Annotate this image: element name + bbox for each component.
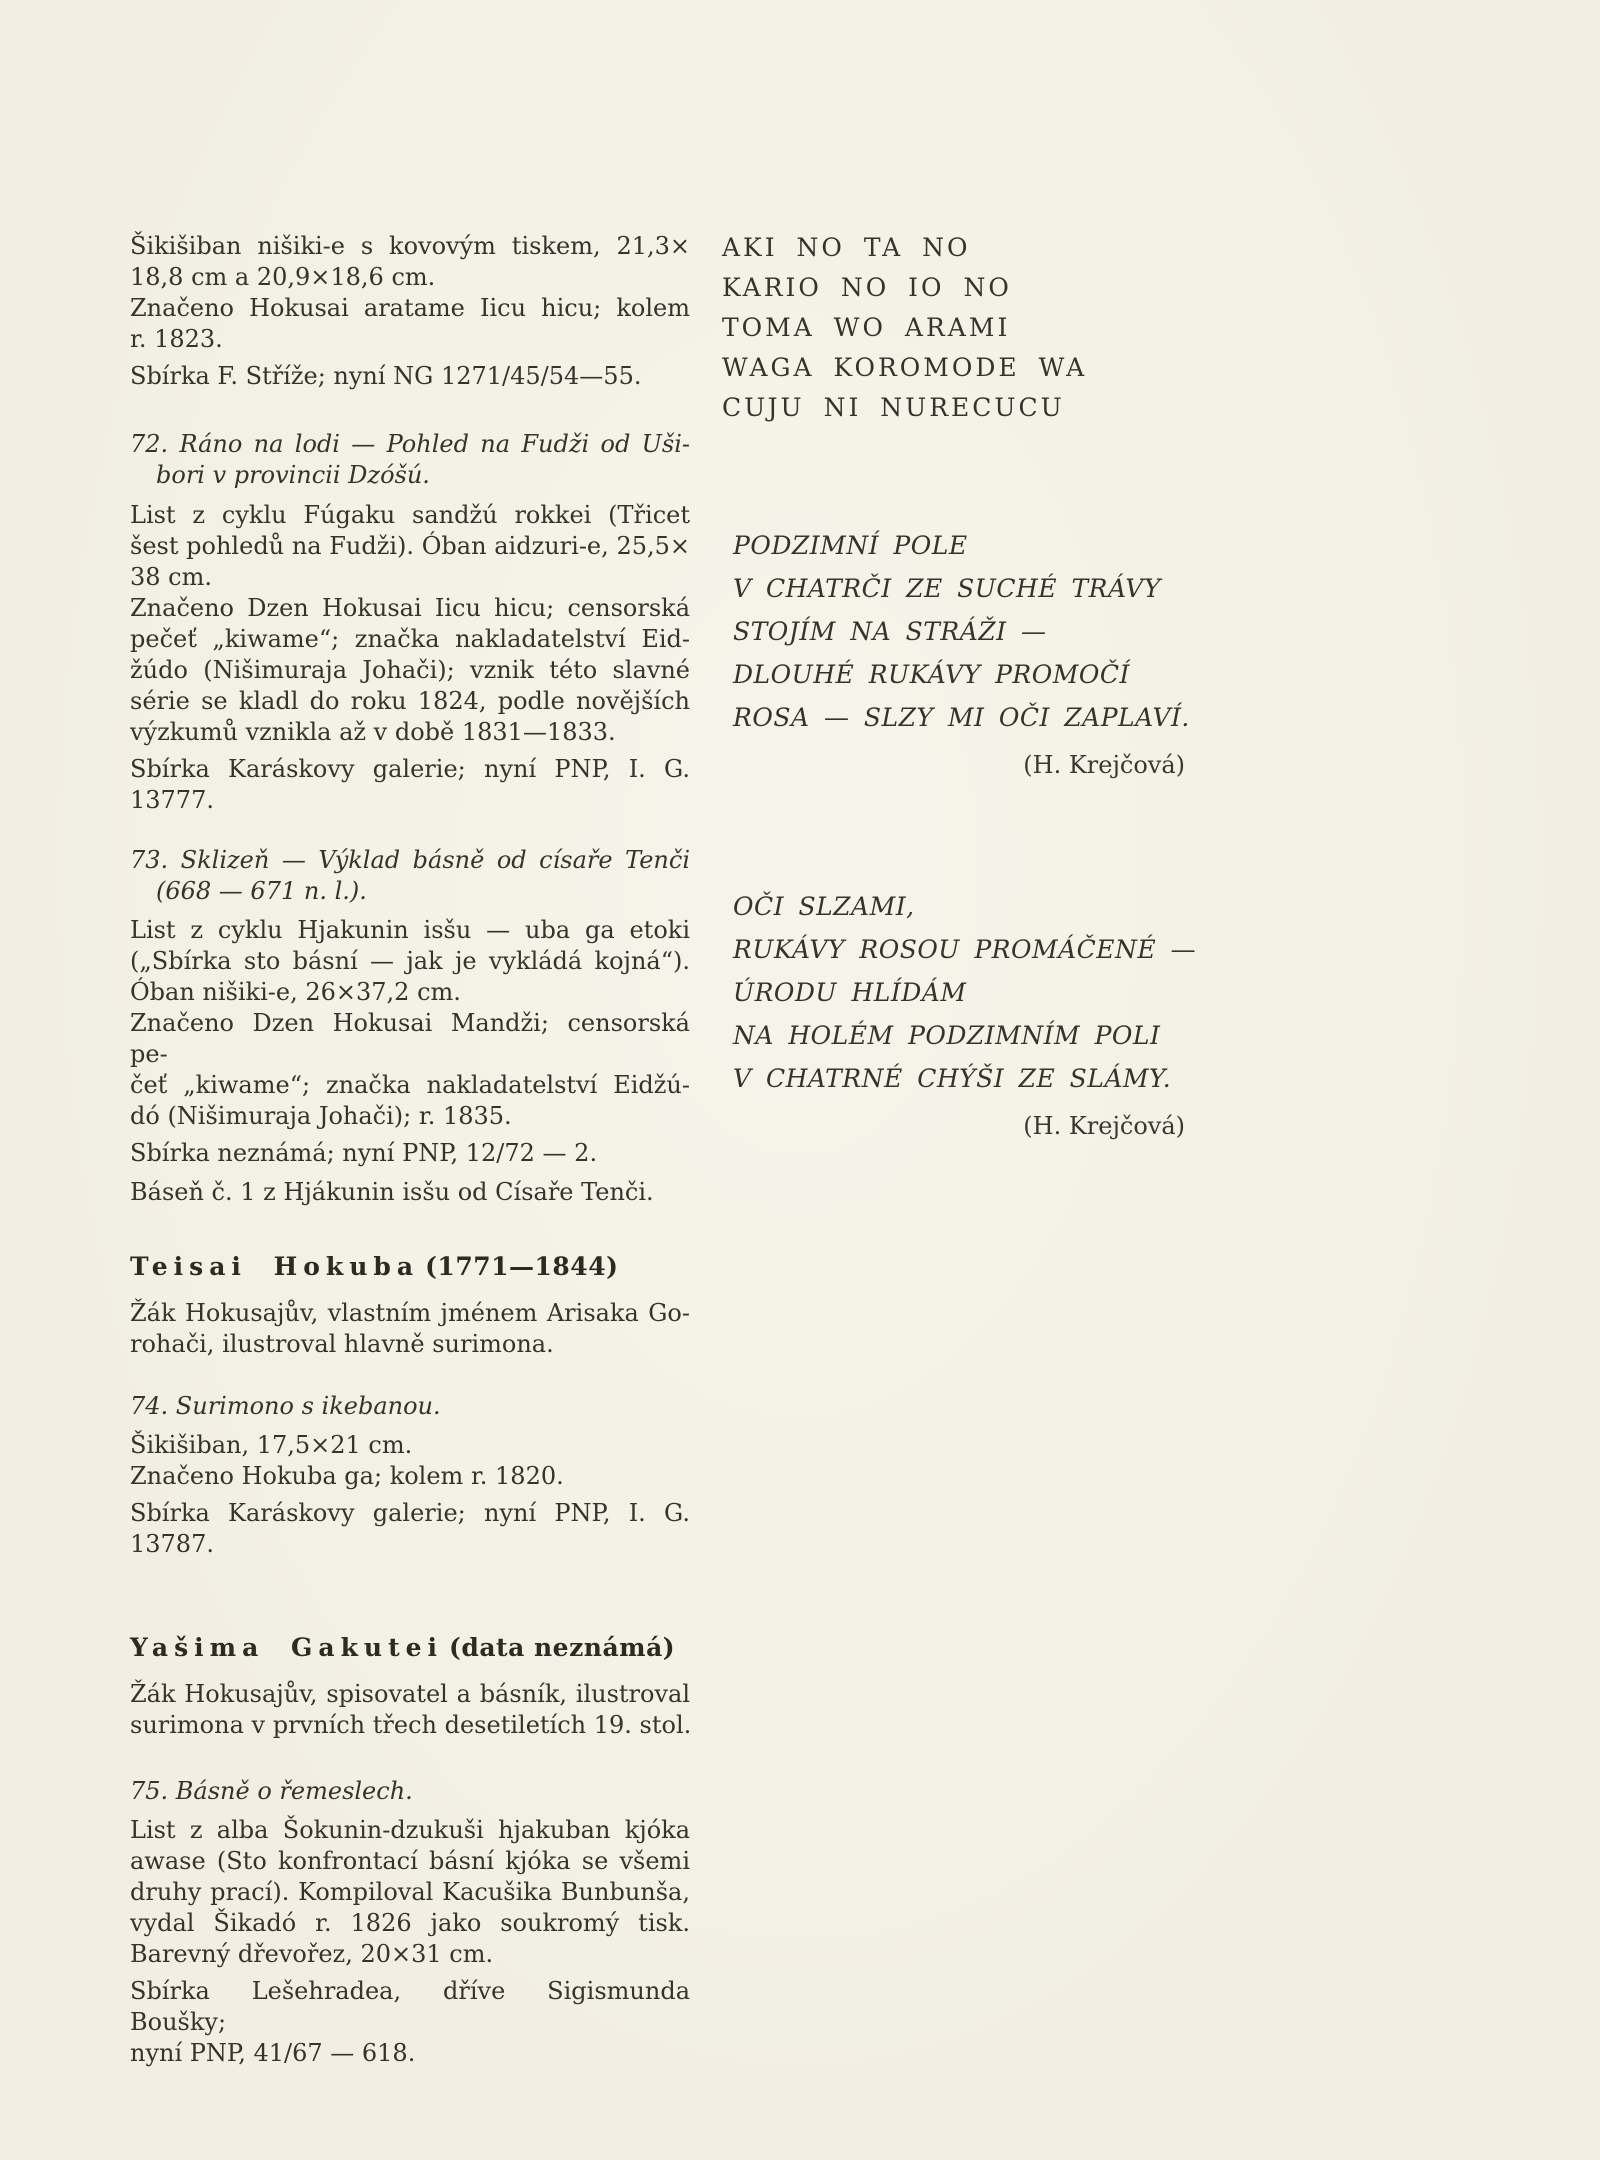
entry-heading [130, 1391, 690, 1422]
text-line: Sbírka neznámá; nyní PNP, 12/72 — 2. [130, 1139, 598, 1167]
text-line: 75. Básně o řemeslech. [130, 1777, 413, 1805]
entry-note [130, 1177, 690, 1208]
collection-note [130, 361, 690, 392]
catalog-entry-73 [130, 845, 690, 1208]
text-line: Značeno Dzen Hokusai Iicu hicu; censorská [130, 594, 690, 622]
artist-bio [130, 1298, 690, 1360]
text-line: DLOUHÉ RUKÁVY PROMOČÍ [733, 660, 1130, 689]
text-line: TOMA WO ARAMI [722, 313, 1011, 342]
artist-header-hokuba [130, 1250, 690, 1360]
text-line: List z alba Šokunin-dzukuši hjakuban kjóka [130, 1816, 690, 1844]
entry-heading [130, 429, 690, 491]
text-line: dó (Nišimuraja Johači); r. 1835. [130, 1102, 512, 1130]
catalog-entry-75 [130, 1776, 690, 2069]
poem-credit: (H. Krejčová) [1023, 751, 1185, 779]
text-line: PODZIMNÍ POLE [733, 531, 968, 560]
poem-credit: (H. Krejčová) [1023, 1112, 1185, 1140]
text-line: Značeno Dzen Hokusai Mandži; censorská pe- [130, 1009, 690, 1068]
catalog-entry-72 [130, 429, 690, 816]
artist-bio [130, 1679, 690, 1741]
poem-transliteration [722, 228, 1185, 428]
entry-heading [130, 845, 690, 907]
artist-name: Yašima Gakutei [130, 1633, 444, 1662]
artist-header-gakutei [130, 1631, 690, 1741]
text-line: žúdo (Nišimuraja Johači); vznik této slavné [130, 656, 690, 684]
catalog-entry-74 [130, 1391, 690, 1560]
poem-lines [722, 885, 1197, 1100]
text-line: 72. Ráno na lodi — Pohled na Fudži od Uši- [130, 430, 690, 458]
text-line: vydal Šikadó r. 1826 jako soukromý tisk. [130, 1909, 690, 1937]
text-line: Barevný dřevořez, 20×31 cm. [130, 1940, 494, 1968]
entry-description [130, 915, 690, 1132]
entry-heading [130, 1776, 690, 1807]
text-line: Sbírka Karáskovy galerie; nyní PNP, I. G. [130, 1499, 690, 1527]
text-line: Báseň č. 1 z Hjákunin isšu od Císaře Tenči. [130, 1178, 654, 1206]
text-line: List z cyklu Hjakunin isšu — uba ga etoki [130, 916, 690, 944]
text-line: CUJU NI NURECUCU [722, 393, 1065, 422]
artist-name-heading [130, 1631, 690, 1665]
text-line: AKI NO TA NO [722, 233, 971, 262]
text-line: pečeť „kiwame“; značka nakladatelství Eid- [130, 625, 690, 653]
text-line: 13777. [130, 786, 214, 814]
poem-czech-1 [722, 524, 1190, 781]
collection-note [130, 1138, 690, 1169]
entry-description [130, 1815, 690, 1970]
text-line: 38 cm. [130, 563, 212, 591]
text-line: nyní PNP, 41/67 — 618. [130, 2039, 416, 2067]
text-line: 18,8 cm a 20,9×18,6 cm. [130, 263, 436, 291]
collection-note [130, 1498, 690, 1560]
text-line: Šikišiban nišiki-e s kovovým tiskem, 21,3× [130, 232, 690, 260]
text-line: NA HOLÉM PODZIMNÍM POLI [733, 1021, 1161, 1050]
left-column [130, 0, 690, 2160]
text-line: KARIO NO IO NO [722, 273, 1012, 302]
artist-dates: (data neznámá) [449, 1633, 676, 1662]
text-line: OČI SLZAMI, [733, 892, 915, 921]
text-line: V CHATRNÉ CHÝŠI ZE SLÁMY. [733, 1064, 1172, 1093]
text-line: Sbírka Karáskovy galerie; nyní PNP, I. G. [130, 755, 690, 783]
artist-name: Teisai Hokuba [130, 1252, 420, 1281]
collection-note [130, 754, 690, 816]
entry-description [130, 500, 690, 748]
text-line: WAGA KOROMODE WA [722, 353, 1088, 382]
text-line: Žák Hokusajův, spisovatel a básník, ilustroval [130, 1680, 690, 1708]
poem-czech-2 [722, 885, 1197, 1142]
text-line: RUKÁVY ROSOU PROMÁČENÉ — [733, 935, 1197, 964]
text-line: Žák Hokusajův, vlastním jménem Arisaka Go- [130, 1299, 690, 1327]
text-line: Značeno Hokusai aratame Iicu hicu; kolem [130, 294, 690, 322]
text-line: Óban nišiki-e, 26×37,2 cm. [130, 978, 461, 1006]
text-line: ÚRODU HLÍDÁM [733, 978, 967, 1007]
text-line: ROSA — SLZY MI OČI ZAPLAVÍ. [733, 703, 1190, 732]
text-line: šest pohledů na Fudži). Óban aidzuri-e, 25,5× [130, 532, 690, 560]
text-line: surimona v prvních třech desetiletích 19. stol. [130, 1711, 692, 1739]
entry-description [130, 231, 690, 355]
right-column [722, 0, 1197, 2160]
text-line: awase (Sto konfrontací básní kjóka se všemi [130, 1847, 690, 1875]
entry-description [130, 1430, 690, 1492]
poem-lines [722, 524, 1190, 739]
text-line: Sbírka F. Stříže; nyní NG 1271/45/54—55. [130, 362, 642, 390]
text-line: V CHATRČI ZE SUCHÉ TRÁVY [733, 574, 1161, 603]
text-line: Sbírka Lešehradea, dříve Sigismunda Boušky; [130, 1977, 690, 2036]
text-line: STOJÍM NA STRÁŽI — [733, 617, 1047, 646]
text-line: druhy prací). Kompiloval Kacušika Bunbunša, [130, 1878, 690, 1906]
text-line: r. 1823. [130, 325, 223, 353]
text-line: Šikišiban, 17,5×21 cm. [130, 1431, 413, 1459]
text-line: výzkumů vznikla až v době 1831—1833. [130, 718, 616, 746]
collection-note [130, 1976, 690, 2069]
text-line: bori v provincii Dzóšú. [156, 461, 430, 489]
catalog-entry-partial [130, 231, 690, 392]
text-line: („Sbírka sto básní — jak je vykládá kojná“). [130, 947, 690, 975]
text-line: rohači, ilustroval hlavně surimona. [130, 1330, 554, 1358]
text-line: 74. Surimono s ikebanou. [130, 1392, 441, 1420]
text-line: 13787. [130, 1530, 214, 1558]
artist-dates: (1771—1844) [425, 1252, 619, 1281]
text-line: (668 — 671 n. l.). [156, 877, 367, 905]
artist-name-heading [130, 1250, 690, 1284]
text-line: List z cyklu Fúgaku sandžú rokkei (Třicet [130, 501, 690, 529]
text-line: čeť „kiwame“; značka nakladatelství Eidžú- [130, 1071, 690, 1099]
text-line: série se kladl do roku 1824, podle novějších [130, 687, 690, 715]
text-line: Značeno Hokuba ga; kolem r. 1820. [130, 1462, 564, 1490]
text-line: 73. Sklizeň — Výklad básně od císaře Tenči [130, 846, 690, 874]
